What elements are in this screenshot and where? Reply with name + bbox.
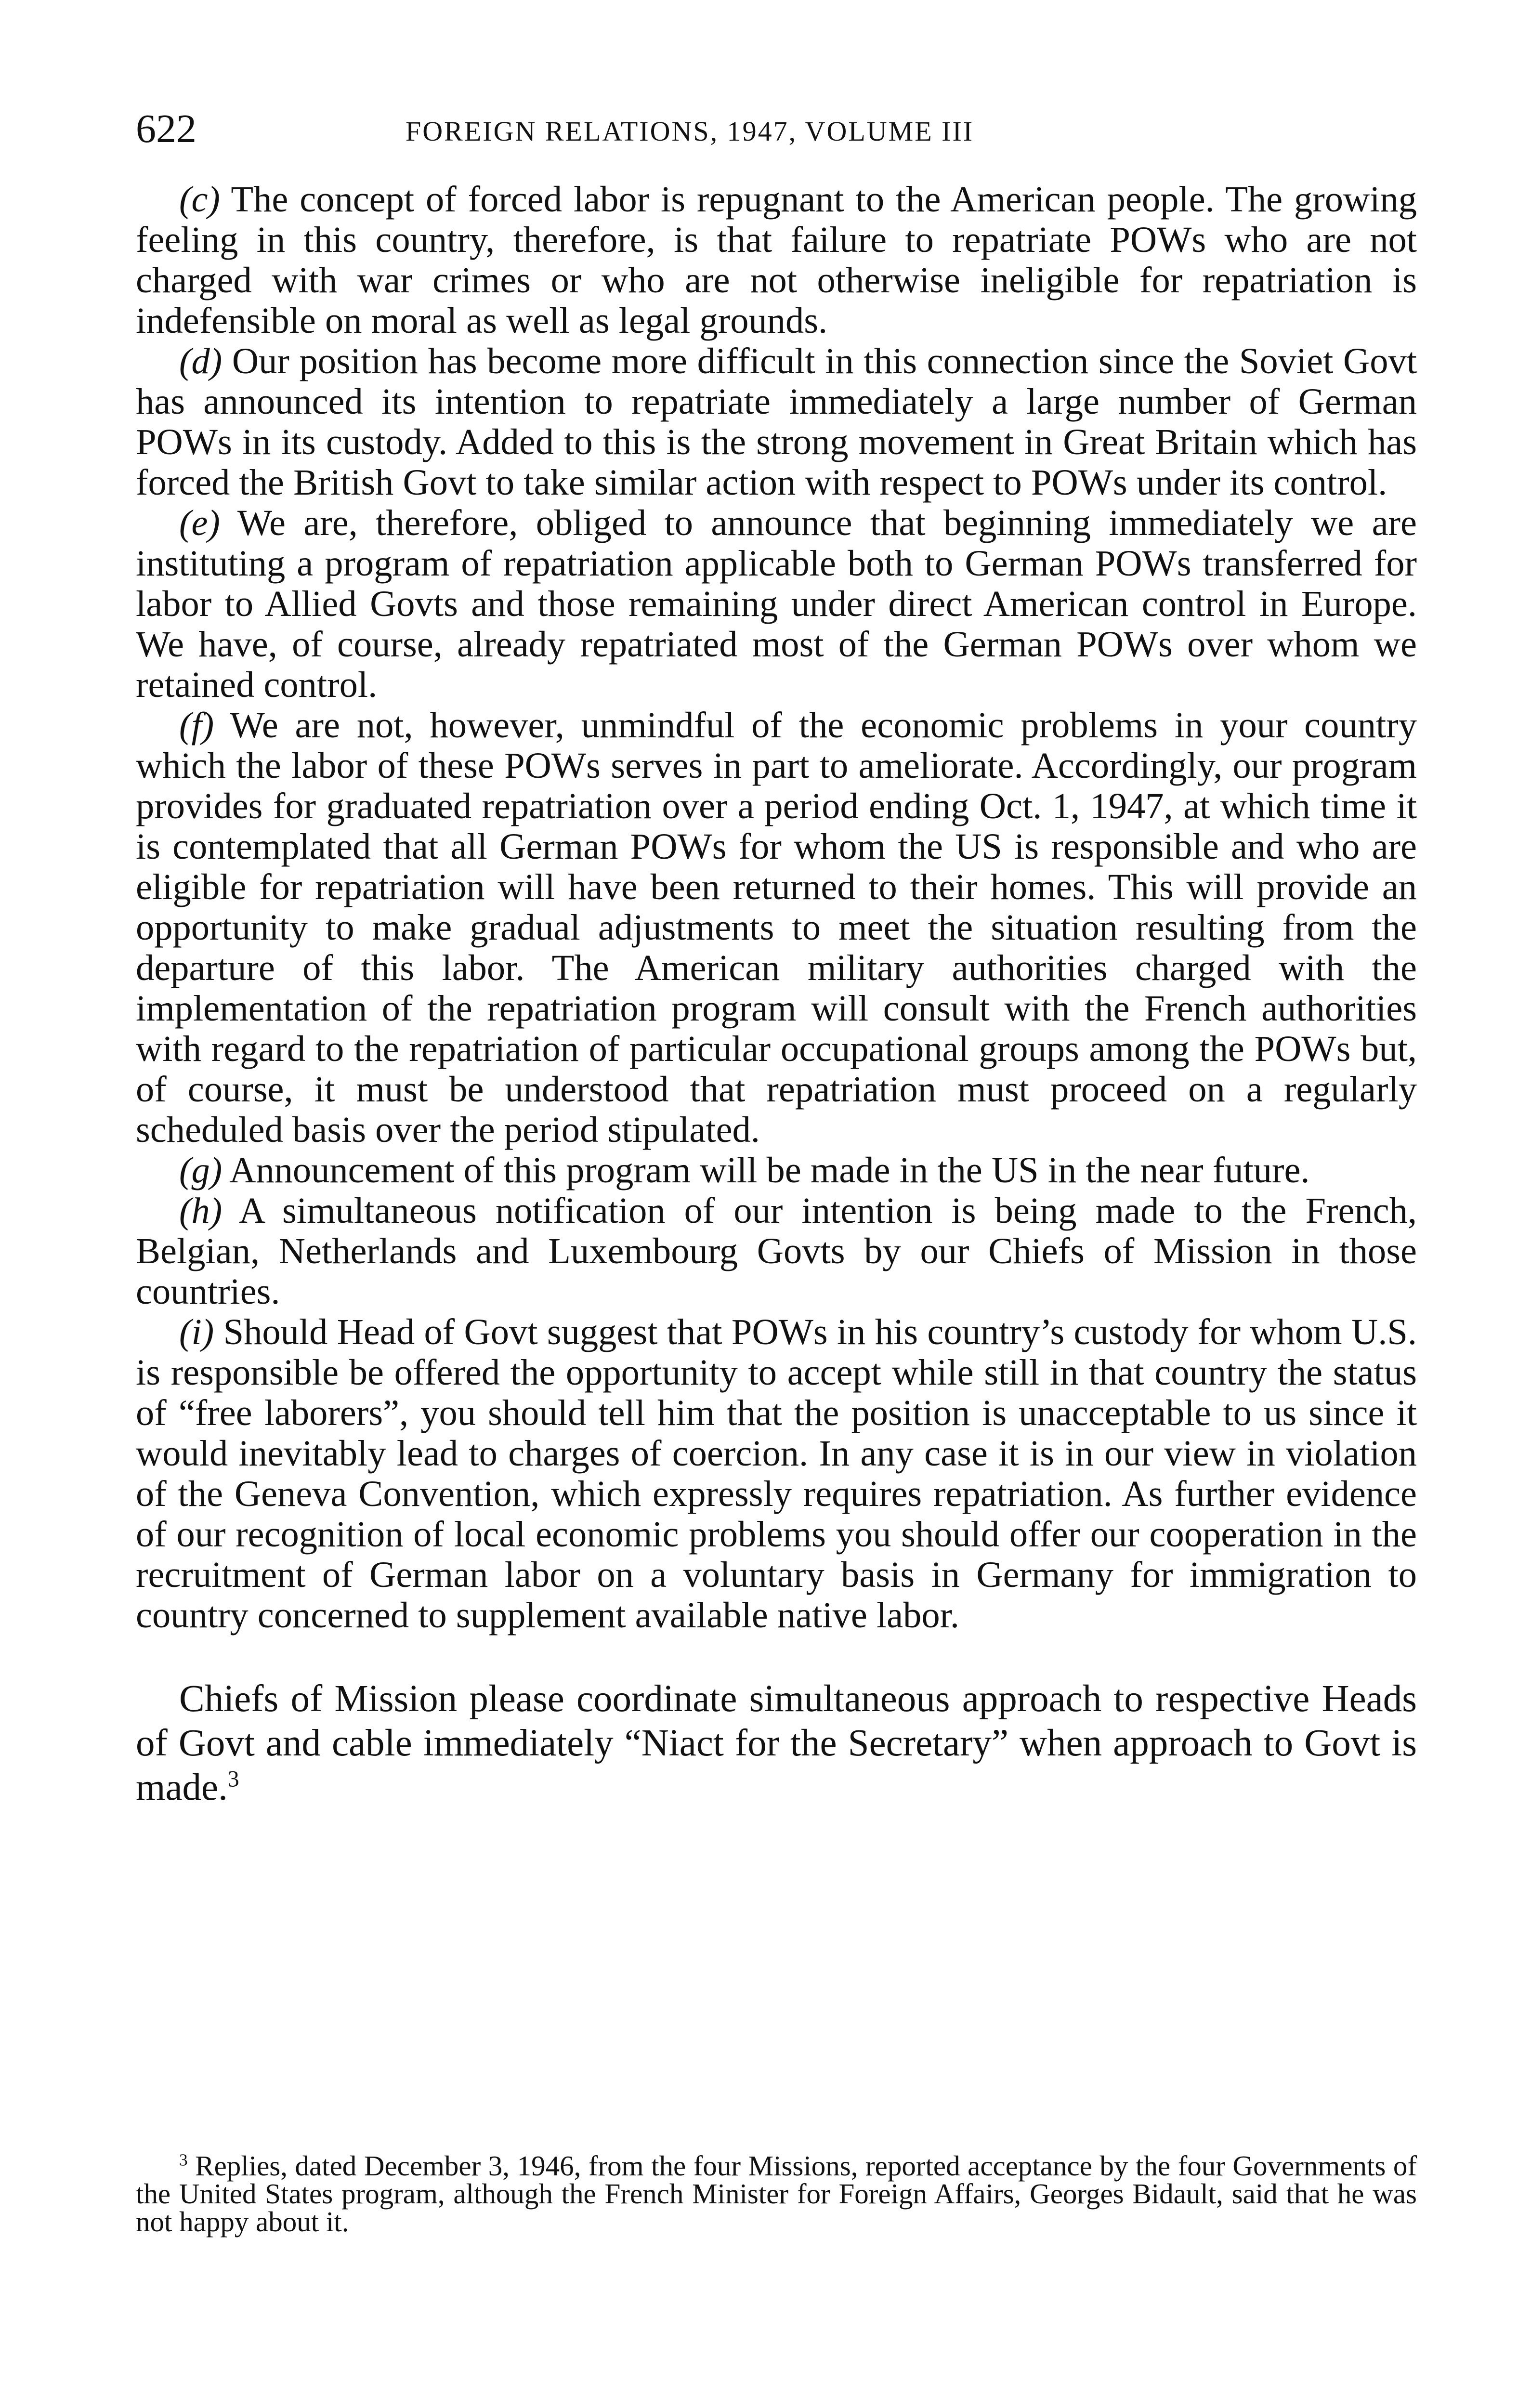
footnote-paragraph — [136, 2152, 1417, 2236]
running-header — [136, 105, 1417, 163]
paragraph-g — [136, 1150, 1417, 1191]
closing-paragraph — [136, 1677, 1417, 1810]
footnote-marker: 3 — [179, 2150, 188, 2170]
footnote-text: Replies, dated December 3, 1946, from the four Missions, reported acceptance by the four Governments of the United States program, although the French Minister for Foreign Affairs, Georges Bidault, said that he was not happy about it. — [136, 2150, 1417, 2238]
paragraph-text: Announcement of this program will be made in the US in the near future. — [222, 1150, 1310, 1191]
paragraph-letter: (f) — [179, 705, 214, 746]
paragraph-i — [136, 1312, 1417, 1636]
paragraph-letter: (g) — [179, 1150, 222, 1191]
footnote — [136, 2152, 1417, 2236]
paragraph-letter: (c) — [179, 179, 220, 220]
paragraph-text: The concept of forced labor is repugnant to the American people. The growing feeling in this country, therefore, is that failure to repatriate POWs who are not charged with war crimes or who are not otherwise ineligible for repatriation is indefensible on moral as well as legal grounds. — [136, 179, 1417, 341]
closing-text: Chiefs of Mission please coordinate simultaneous approach to respective Heads of Govt and cable immediately “Niact for the Secretary” when approach to Govt is made. — [136, 1678, 1417, 1808]
paragraph-e — [136, 503, 1417, 705]
paragraph-h — [136, 1191, 1417, 1312]
running-title: FOREIGN RELATIONS, 1947, VOLUME III — [406, 116, 974, 147]
paragraph-f — [136, 705, 1417, 1150]
paragraph-letter: (d) — [179, 340, 222, 381]
paragraph-d — [136, 341, 1417, 503]
paragraph-text: Our position has become more difficult in this connection since the Soviet Govt has announced its intention to repatriate immediately a large number of German POWs in its custody. Added to this is the strong movement in Great Britain which has forced the British Govt to take similar action with respect to POWs under its control. — [136, 340, 1417, 503]
footnote-reference: 3 — [227, 1767, 239, 1792]
paragraph-letter: (h) — [179, 1190, 222, 1231]
page-number: 622 — [136, 106, 196, 151]
body-text — [136, 179, 1417, 1810]
paragraph-c — [136, 179, 1417, 341]
paragraph-text: We are, therefore, obliged to announce that beginning immediately we are instituting a program of repatriation applicable both to German POWs transferred for labor to Allied Govts and those remaining under direct American control in Europe. We have, of course, already repatriated most of the German POWs over whom we retained control. — [136, 502, 1417, 705]
paragraph-text: A simultaneous notification of our intention is being made to the French, Belgian, Netherlands and Luxembourg Govts by our Chiefs of Mission in those countries. — [136, 1190, 1417, 1312]
paragraph-text: Should Head of Govt suggest that POWs in his country’s custody for whom U.S. is responsible be offered the opportunity to accept while still in that country the status of “free laborers”, you should tell him that the position is unacceptable to us since it would inevitably lead to charges of coercion. In any case it is in our view in violation of the Geneva Convention, which expressly requires repatriation. As further evidence of our recognition of local economic problems you should offer our cooperation in the recruitment of German labor on a voluntary basis in Germany for immigration to country concerned to supplement available native labor. — [136, 1311, 1417, 1636]
paragraph-letter: (i) — [179, 1311, 214, 1352]
paragraph-letter: (e) — [179, 502, 220, 543]
paragraph-text: We are not, however, unmindful of the economic problems in your country which the labor of these POWs serves in part to ameliorate. Accordingly, our program provides for graduated repatriation over a period ending Oct. 1, 1947, at which time it is contemplated that all German POWs for whom the US is responsible and who are eligible for repatriation will have been returned to their homes. This will provide an opportunity to make gradual adjustments to meet the situation resulting from the departure of this labor. The American military authorities charged with the implementation of the repatriation program will consult with the French authorities with regard to the repatriation of particular occupational groups among the POWs but, of course, it must be understood that repatriation must proceed on a regularly scheduled basis over the period stipulated. — [136, 705, 1417, 1150]
